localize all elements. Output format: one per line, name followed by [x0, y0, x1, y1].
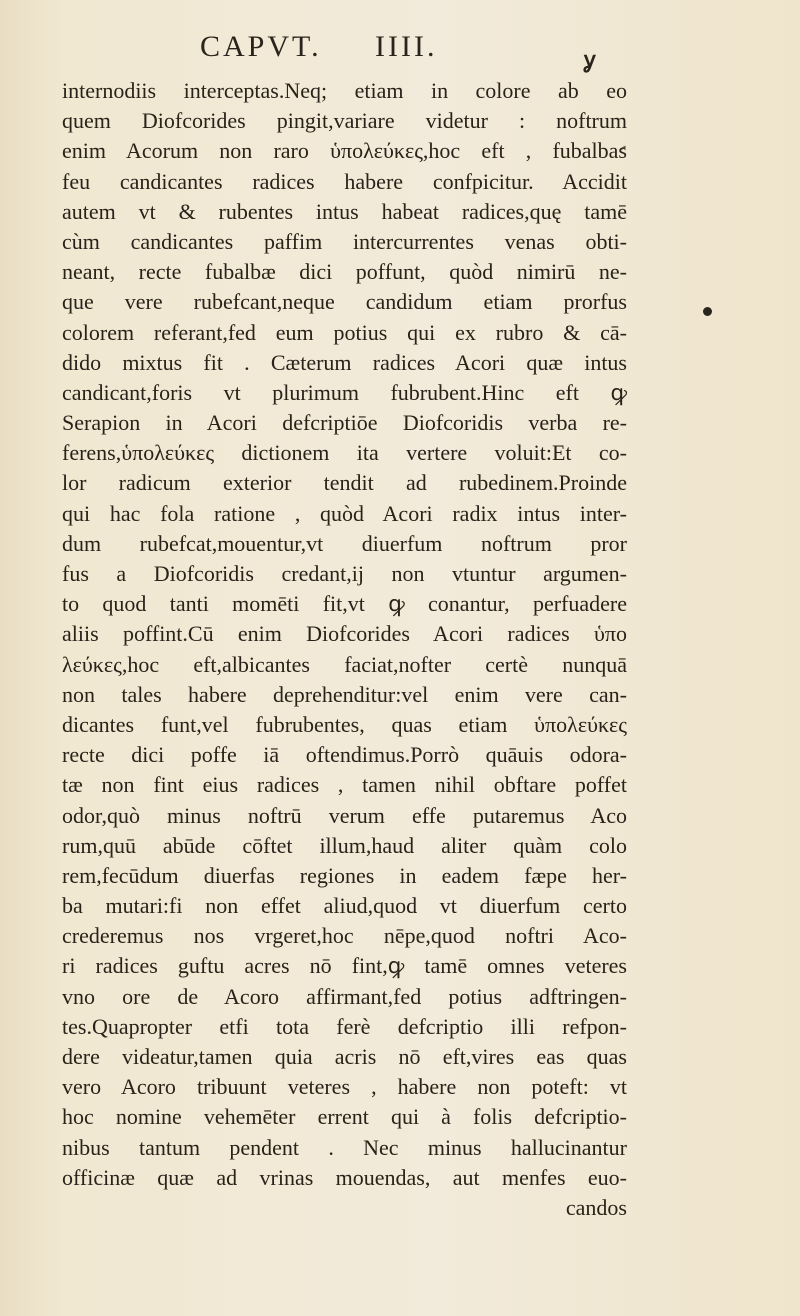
text-line: dere videatur,tamen quia acris nō eft,vires eas quas	[62, 1044, 627, 1069]
text-line: dum rubefcat,mouentur,vt diuerfum noftrum pror	[62, 530, 627, 556]
chapter-number: IIII.	[375, 30, 438, 63]
text-line: officinæ quæ ad vrinas mouendas, aut menfes euo-	[62, 1164, 627, 1190]
page-header	[200, 30, 500, 70]
text-line: qui hac fola ratione , quòd Acori radix intus inter-	[62, 500, 627, 526]
text-line: ba mutari:fi non effet aliud,quod vt diuerfum certo	[62, 893, 627, 919]
body-text	[62, 76, 627, 1223]
running-title: CAPVT.	[200, 30, 322, 63]
text-line: λεύκες,hoc eft,albicantes faciat,nofter certè nunquā	[62, 651, 627, 677]
catchword: candos	[565, 1194, 627, 1220]
text-line: non tales habere deprehenditur:vel enim vere can-	[62, 681, 627, 707]
signature-mark: ỿ	[584, 47, 596, 72]
text-line: aliis poffint.Cū enim Diofcorides Acori radices ὑπο	[62, 621, 627, 647]
text-line: vno ore de Acoro affirmant,fed potius adftringen-	[62, 983, 627, 1009]
text-line: que vere rubefcant,neque candidum etiam prorfus	[62, 289, 627, 315]
text-line: dicantes funt,vel fubrubentes, quas etiam ὑπολεύκες	[62, 711, 627, 737]
text-line: candicant,foris vt plurimum fubrubent.Hinc eft ꝙ	[62, 379, 627, 405]
text-line: recte dici poffe iā oftendimus.Porrò quāuis odora-	[62, 742, 627, 768]
text-line: crederemus nos vrgeret,hoc nēpe,quod noftri Aco-	[62, 923, 627, 949]
text-line: dido mixtus fit . Cæterum radices Acori quæ intus	[62, 349, 627, 375]
text-line: tæ non fint eius radices , tamen nihil obftare poffet	[62, 772, 627, 798]
margin-dot-mark	[703, 307, 712, 316]
text-line: feu candicantes radices habere confpicitur. Accidit	[62, 168, 627, 194]
text-line: colorem referant,fed eum potius qui ex rubro & cā-	[62, 319, 627, 345]
text-line: ferens,ὑπολεύκες dictionem ita vertere voluit:Et co-	[62, 440, 627, 466]
text-line: Serapion in Acori defcriptiōe Diofcoridis verba re-	[62, 410, 627, 436]
text-line: ri radices guftu acres nō fint,ꝙ tamē omnes veteres	[62, 953, 627, 979]
text-line: quem Diofcorides pingit,variare videtur : noftrum	[62, 108, 627, 134]
text-line: internodiis interceptas.Neq; etiam in colore ab eo	[62, 78, 627, 103]
text-line: tes.Quapropter etfi tota ferè defcriptio illi refpon-	[62, 1013, 627, 1039]
text-line: neant, recte fubalbæ dici poffunt, quòd nimirū ne-	[62, 259, 627, 285]
text-line: nibus tantum pendent . Nec minus hallucinantur	[62, 1134, 627, 1160]
text-line: to quod tanti momēti fit,vt ꝙ conantur, perfuadere	[62, 591, 627, 617]
text-line: lor radicum exterior tendit ad rubedinem.Proinde	[62, 470, 627, 496]
text-line: rem,fecūdum diuerfas regiones in eadem fæpe her-	[62, 862, 627, 888]
text-line: vero Acoro tribuunt veteres , habere non poteft: vt	[62, 1074, 627, 1100]
text-line: cùm candicantes paffim intercurrentes venas obti-	[62, 228, 627, 254]
text-line: enim Acorum non raro ὑπολεύκες,hoc eft , fubalbas	[62, 138, 627, 164]
text-line: odor,quò minus noftrū verum effe putaremus Aco	[62, 802, 627, 828]
text-line: rum,quū abūde cōftet illum,haud aliter quàm colo	[62, 832, 627, 858]
text-line: autem vt & rubentes intus habeat radices,quę tamē	[62, 198, 627, 224]
text-line: fus a Diofcoridis credant,ij non vtuntur argumen-	[62, 561, 627, 586]
text-line: hoc nomine vehemēter errent qui à folis defcriptio-	[62, 1104, 627, 1130]
